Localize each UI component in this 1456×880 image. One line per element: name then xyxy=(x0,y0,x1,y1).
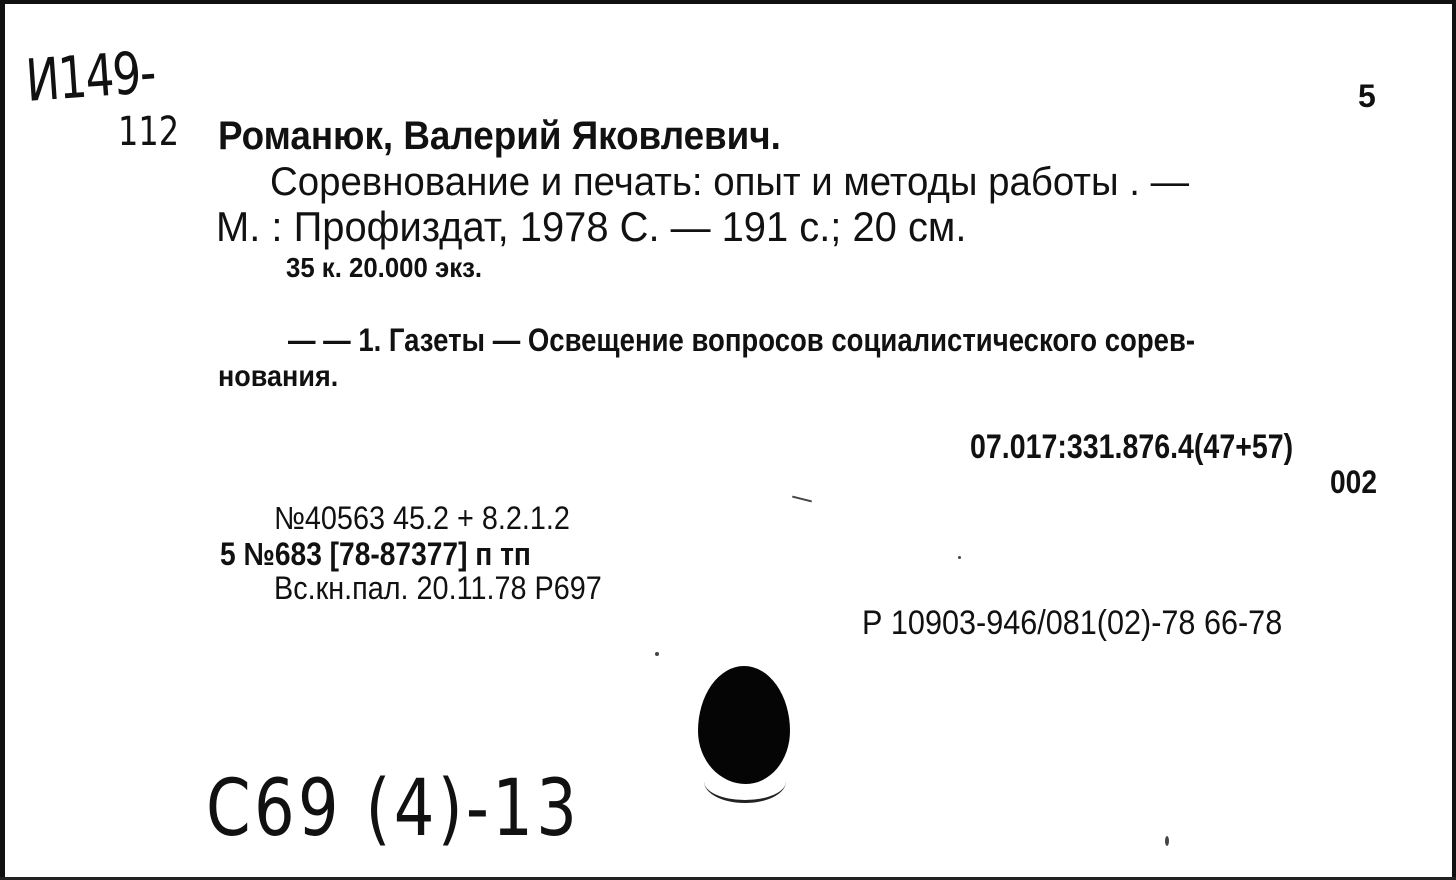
udc-sub-index: 002 xyxy=(1330,464,1377,500)
punch-hole-rim xyxy=(704,760,786,803)
author-heading: Романюк, Валерий Яковлевич. xyxy=(218,114,781,158)
scan-speck xyxy=(655,652,659,656)
record-line-3: Вс.кн.пал. 20.11.78 Р697 xyxy=(274,570,602,606)
scan-speck xyxy=(958,556,961,559)
control-number: Р 10903-946/081(02)-78 66-78 xyxy=(862,604,1283,642)
handwritten-shelfmark-bottom: С69 (4)-13 xyxy=(206,764,581,854)
record-line-2: 5 №683 [78-87377] п тп xyxy=(220,536,531,572)
card-number: 5 xyxy=(1358,78,1376,114)
imprint-line: М. : Профиздат, 1978 С. — 191 с.; 20 см. xyxy=(216,203,967,250)
subject-line-1: — — 1. Газеты — Освещение вопросов социалистического сорев- xyxy=(288,322,1196,358)
udc-index: 07.017:331.876.4(47+57) xyxy=(970,428,1294,466)
handwritten-shelfmark-top: И149- xyxy=(23,38,157,115)
price-line: 35 к. 20.000 экз. xyxy=(286,252,483,283)
subject-line-2: нования. xyxy=(218,360,339,393)
card-edge-right xyxy=(1452,0,1456,880)
title-line: Соревнование и печать: опыт и методы работы . — xyxy=(270,160,1189,204)
card-edge-top xyxy=(0,0,1456,4)
handwritten-shelfmark-top-sub: 112 xyxy=(118,109,180,155)
scan-speck xyxy=(792,496,812,503)
record-line-1: №40563 45.2 + 8.2.1.2 xyxy=(274,500,570,536)
card-edge-left xyxy=(0,0,5,880)
scan-speck xyxy=(1165,836,1169,846)
